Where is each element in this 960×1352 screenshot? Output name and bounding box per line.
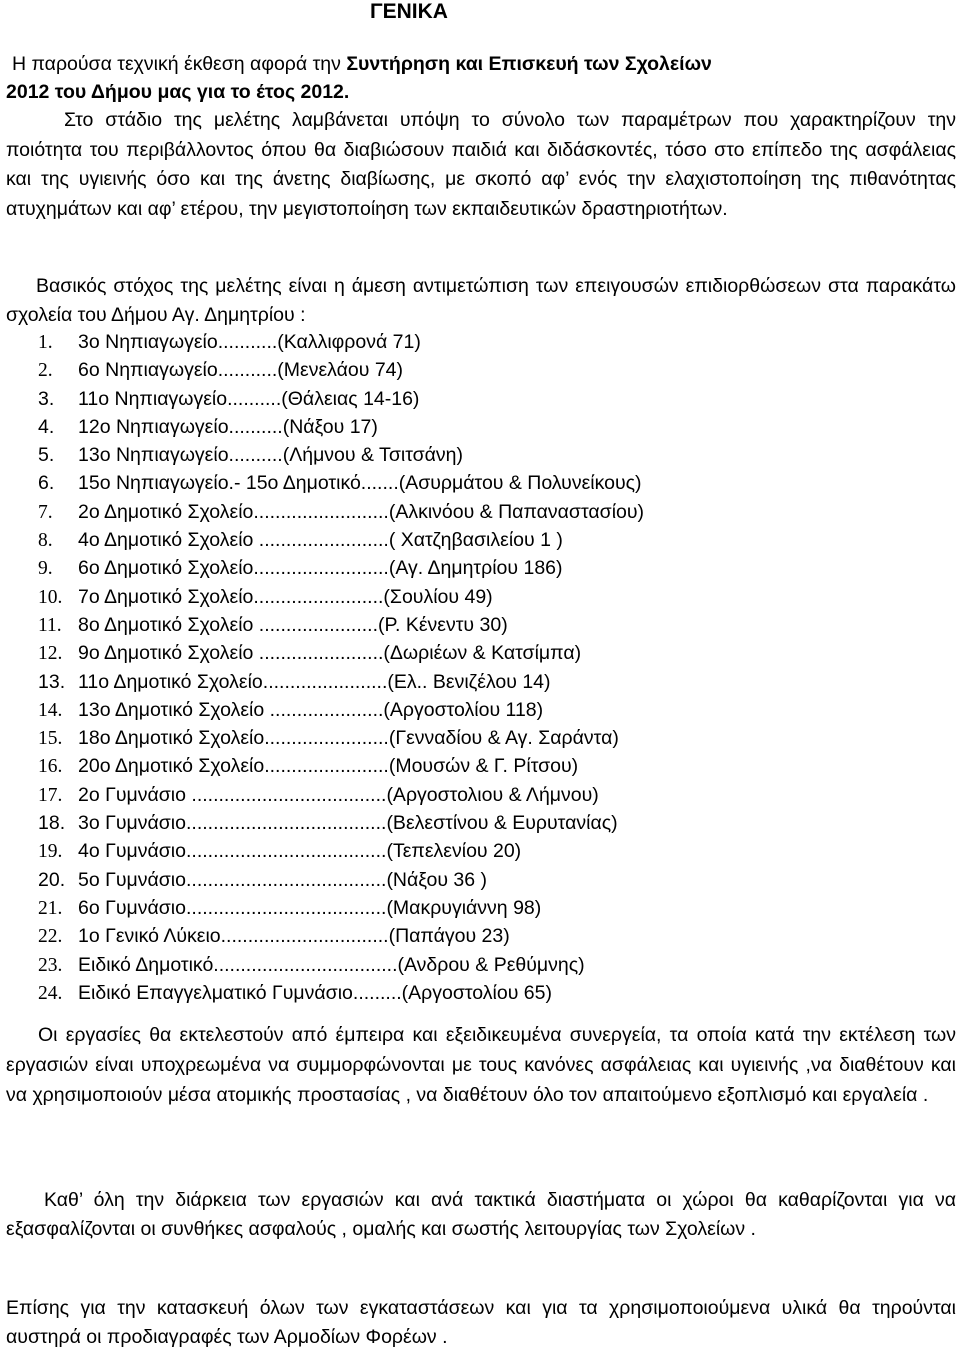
list-item [38,413,644,441]
list-item [38,526,644,554]
list-item-text: 2ο Δημοτικό Σχολείο.........................(Αλκινόου & Παπαναστασίου) [78,500,645,523]
school-list [38,328,644,1007]
list-item [38,639,644,667]
list-item [38,837,644,865]
list-item-text: 3ο Γυμνάσιο.....................................(Βελεστίνου & Ευρυτανίας) [78,812,618,835]
list-item-text: 6ο Δημοτικό Σχολείο.........................(Αγ. Δημητρίου 186) [78,557,563,580]
list-item-text: 6ο Νηπιαγωγείο...........(Μενελάου 74) [78,359,403,382]
list-item-number: 14. [38,699,63,721]
list-item-text: 8ο Δημοτικό Σχολείο ......................(Ρ. Κένεντυ 30) [78,613,508,636]
intro-bold-subject: Συντήρηση και Επισκευή των Σχολείων [346,53,712,75]
list-item-number: 22. [38,926,63,948]
list-item-number: 6. [38,472,55,495]
list-item [38,951,644,979]
list-item [38,611,644,639]
list-item [38,781,644,809]
study-paragraph [6,106,956,224]
list-item-number: 21. [38,897,63,919]
list-item-text: 9ο Δημοτικό Σχολείο .......................(Δωριέων & Κατσίμπα) [78,642,582,665]
list-item-number: 17. [38,784,63,806]
list-item [38,809,644,837]
study-paragraph-text: Στο στάδιο της μελέτης λαμβάνεται υπόψη το σύνολο των παραμέτρων που χαρακτηρίζουν την ποιότητα του περιβάλλοντος όπου θα διαβιώσουν παιδιά και διδάσκοντές, τόσο στο επίπεδο της ασφάλειας και της υγιεινής όσο και της άνετης διαβίωσης, με σκοπό αφ’ ενός την ελαχιστοποίηση της πιθανότητας ατυχημάτων και αφ’ ετέρου, την μεγιστοποίηση των εκπαιδευτικών δραστηριοτήτων. [6,109,956,220]
works-paragraph-text: Οι εργασίες θα εκτελεστούν από έμπειρα και εξειδικευμένα συνεργεία, τα οποία κατά την εκτέλεση των εργασιών είναι υποχρεωμένα να συμμορφώνονται με τους κανόνες ασφάλειας και υγιεινής ,να διαθέτουν και να χρησιμοποιούν μέσα ατομικής προστασίας , να διαθέτουν όλο τον απαιτούμενο εξοπλισμό και εργαλεία . [6,1024,956,1106]
list-item [38,894,644,922]
list-item-number: 9. [38,558,53,580]
list-item-number: 2. [38,360,53,382]
list-item [38,724,644,752]
list-item-text: 13ο Δημοτικό Σχολείο .....................(Αργοστολίου 118) [78,698,544,721]
goal-paragraph [6,272,956,330]
specifications-paragraph [6,1294,956,1352]
list-item [38,979,644,1007]
list-item-text: 11ο Δημοτικό Σχολείο.......................(Ελ.. Βενιζέλου 14) [78,670,551,693]
list-item-text: 1ο Γενικό Λύκειο...............................(Παπάγου 23) [78,925,510,948]
list-item [38,752,644,780]
list-item-number: 7. [38,501,53,523]
list-item [38,922,644,950]
list-item-text: 15ο Νηπιαγωγείο.- 15ο Δημοτικό.......(Ασυρμάτου & Πολυνείκους) [78,472,642,495]
list-item-number: 23. [38,954,63,976]
list-item-number: 3. [38,387,55,410]
works-paragraph [6,1020,956,1110]
list-item [38,668,644,696]
list-item [38,469,644,497]
list-item-text: Ειδικό Δημοτικό..................................(Ανδρου & Ρεθύμνης) [78,953,585,976]
list-item [38,328,644,356]
list-item-number: 10. [38,586,63,608]
list-item-text: 12ο Νηπιαγωγείο..........(Νάξου 17) [78,415,378,438]
list-item [38,583,644,611]
list-item-number: 1. [38,332,53,353]
page-title: ΓΕΝΙΚΑ [370,0,448,23]
list-item-number: 12. [38,643,63,665]
list-item-text: 4ο Γυμνάσιο.....................................(Τεπελενίου 20) [78,840,522,863]
list-item-text: 6ο Γυμνάσιο.....................................(Μακρυγιάννη 98) [78,896,542,919]
intro-text: Η παρούσα τεχνική έκθεση αφορά την [12,53,347,75]
list-item-number: 11. [38,614,62,636]
list-item-text: 11ο Νηπιαγωγείο..........(Θάλειας 14-16) [78,387,420,410]
list-item [38,385,644,413]
list-item-number: 16. [38,756,63,778]
list-item [38,866,644,894]
list-item-text: Ειδικό Επαγγελματικό Γυμνάσιο.........(Αργοστολίου 65) [78,981,552,1004]
intro-paragraph [6,50,956,106]
list-item-number: 8. [38,530,53,552]
list-item [38,554,644,582]
list-item [38,356,644,384]
list-item-text: 2ο Γυμνάσιο ....................................(Αργοστολιου & Λήμνου) [78,783,599,806]
list-item-number: 24. [38,982,63,1004]
list-item-number: 20. [38,868,66,891]
list-item-text: 3ο Νηπιαγωγείο...........(Καλλιφρονά 71) [78,331,421,353]
list-item-text: 18ο Δημοτικό Σχολείο.......................(Γενναδίου & Αγ. Σαράντα) [78,727,619,750]
list-item-number: 13. [38,670,66,693]
list-item-number: 5. [38,444,55,467]
list-item-text: 5ο Γυμνάσιο.....................................(Νάξου 36 ) [78,868,488,891]
list-item-text: 7ο Δημοτικό Σχολείο........................(Σουλίου 49) [78,585,493,608]
list-item [38,696,644,724]
list-item-text: 20ο Δημοτικό Σχολείο.......................(Μουσών & Γ. Ρίτσου) [78,755,579,778]
list-item [38,498,644,526]
cleaning-paragraph [6,1186,956,1244]
list-item-number: 15. [38,728,63,750]
intro-year-line: 2012 του Δήμου μας για το έτος 2012. [6,81,350,103]
specifications-paragraph-text: Επίσης για την κατασκευή όλων των εγκαταστάσεων και για τα χρησιμοποιούμενα υλικά θα τηρούνται αυστηρά οι προδιαγραφές των Αρμοδίων Φορέων . [6,1297,956,1348]
goal-paragraph-text: Βασικός στόχος της μελέτης είναι η άμεση αντιμετώπιση των επειγουσών επιδιορθώσεων στα παρακάτω σχολεία του Δήμου Αγ. Δημητρίου : [6,275,956,326]
cleaning-paragraph-text: Καθ’ όλη την διάρκεια των εργασιών και ανά τακτικά διαστήματα οι χώροι θα καθαρίζονται για να εξασφαλίζονται οι συνθήκες ασφαλούς , ομαλής και σωστής λειτουργίας των Σχολείων . [6,1189,956,1240]
list-item-text: 4ο Δημοτικό Σχολείο ........................( Χατζηβασιλείου 1 ) [78,529,563,552]
list-item-number: 4. [38,415,55,438]
list-item-number: 19. [38,841,63,863]
list-item-text: 13ο Νηπιαγωγείο..........(Λήμνου & Τσιτσάνη) [78,444,464,467]
list-item [38,441,644,469]
list-item-number: 18. [38,812,66,835]
